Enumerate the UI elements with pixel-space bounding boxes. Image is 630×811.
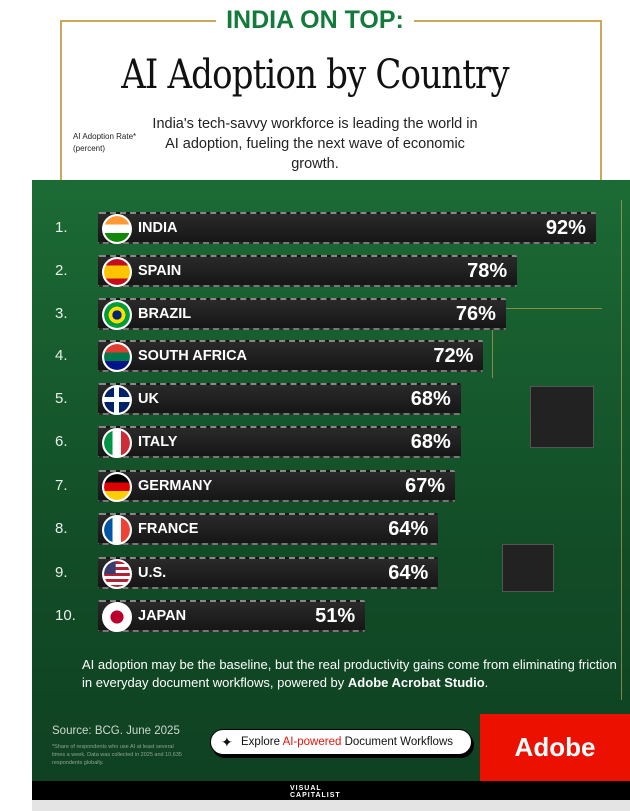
country-label: UK bbox=[138, 391, 159, 407]
bar-row bbox=[0, 425, 630, 459]
axis-label: AI Adoption Rate* (percent) bbox=[73, 132, 137, 153]
rank-label: 10. bbox=[55, 607, 76, 624]
value-label: 67% bbox=[405, 475, 446, 497]
adobe-logo[interactable]: Adobe bbox=[480, 714, 630, 781]
footnote: *Share of respondents who use AI at least several times a week. Data was collected in 2025 and 10,635 respondents globally. bbox=[52, 744, 182, 766]
rank-label: 5. bbox=[55, 390, 68, 407]
rank-label: 6. bbox=[55, 433, 68, 450]
source: Source: BCG. June 2025 bbox=[52, 725, 180, 737]
bar-row bbox=[0, 254, 630, 288]
country-label: JAPAN bbox=[138, 608, 187, 624]
country-label: SOUTH AFRICA bbox=[138, 348, 248, 364]
bar-row bbox=[0, 469, 630, 503]
value-label: 72% bbox=[433, 345, 474, 367]
explore-workflows-button[interactable]: ✦ Explore AI-powered Document Workflows bbox=[210, 729, 472, 755]
country-label: SPAIN bbox=[138, 263, 182, 279]
value-label: 51% bbox=[315, 605, 356, 627]
flag-icon bbox=[102, 342, 132, 372]
flag-icon bbox=[102, 559, 132, 589]
flag-icon bbox=[102, 428, 132, 458]
flag-icon bbox=[102, 602, 132, 632]
sparkle-icon: ✦ bbox=[221, 734, 233, 750]
bottom-gray-strip bbox=[32, 800, 630, 811]
rank-label: 4. bbox=[55, 347, 68, 364]
country-label: GERMANY bbox=[138, 478, 213, 494]
bar-row bbox=[0, 297, 630, 331]
bar-row bbox=[0, 556, 630, 590]
page-title: AI Adoption by Country bbox=[121, 52, 509, 98]
rank-label: 8. bbox=[55, 520, 68, 537]
rank-label: 9. bbox=[55, 564, 68, 581]
country-label: INDIA bbox=[138, 220, 178, 236]
value-label: 92% bbox=[545, 217, 586, 239]
value-label: 64% bbox=[388, 518, 429, 540]
bar-row bbox=[0, 599, 630, 633]
value-label: 64% bbox=[388, 562, 429, 584]
country-label: BRAZIL bbox=[138, 306, 192, 322]
country-label: ITALY bbox=[138, 434, 178, 450]
bar-row bbox=[0, 382, 630, 416]
country-label: U.S. bbox=[138, 565, 167, 581]
footer-text: AI adoption may be the baseline, but the real productivity gains come from eliminating friction in everyday document workflows, powered by Adobe Acrobat Studio. bbox=[82, 657, 617, 690]
rank-label: 1. bbox=[55, 219, 68, 236]
value-label: 76% bbox=[455, 303, 496, 325]
flag-icon bbox=[102, 515, 132, 545]
flag-icon bbox=[102, 300, 132, 330]
rank-label: 7. bbox=[55, 477, 68, 494]
visual-capitalist-logo: VISUAL CAPITALIST bbox=[290, 785, 341, 799]
value-label: 78% bbox=[467, 260, 508, 282]
rank-label: 2. bbox=[55, 262, 68, 279]
bar-row bbox=[0, 211, 630, 245]
kicker: INDIA ON TOP: bbox=[0, 6, 630, 35]
value-label: 68% bbox=[410, 431, 451, 453]
value-label: 68% bbox=[410, 388, 451, 410]
subtitle: India's tech-savvy workforce is leading the world in AI adoption, fueling the next wave of economic growth. bbox=[152, 116, 478, 172]
flag-icon bbox=[102, 385, 132, 415]
rank-label: 3. bbox=[55, 305, 68, 322]
flag-icon bbox=[102, 214, 132, 244]
flag-icon bbox=[102, 257, 132, 287]
flag-icon bbox=[102, 472, 132, 502]
bar-row bbox=[0, 339, 630, 373]
country-label: FRANCE bbox=[138, 521, 199, 537]
bar-row bbox=[0, 512, 630, 546]
